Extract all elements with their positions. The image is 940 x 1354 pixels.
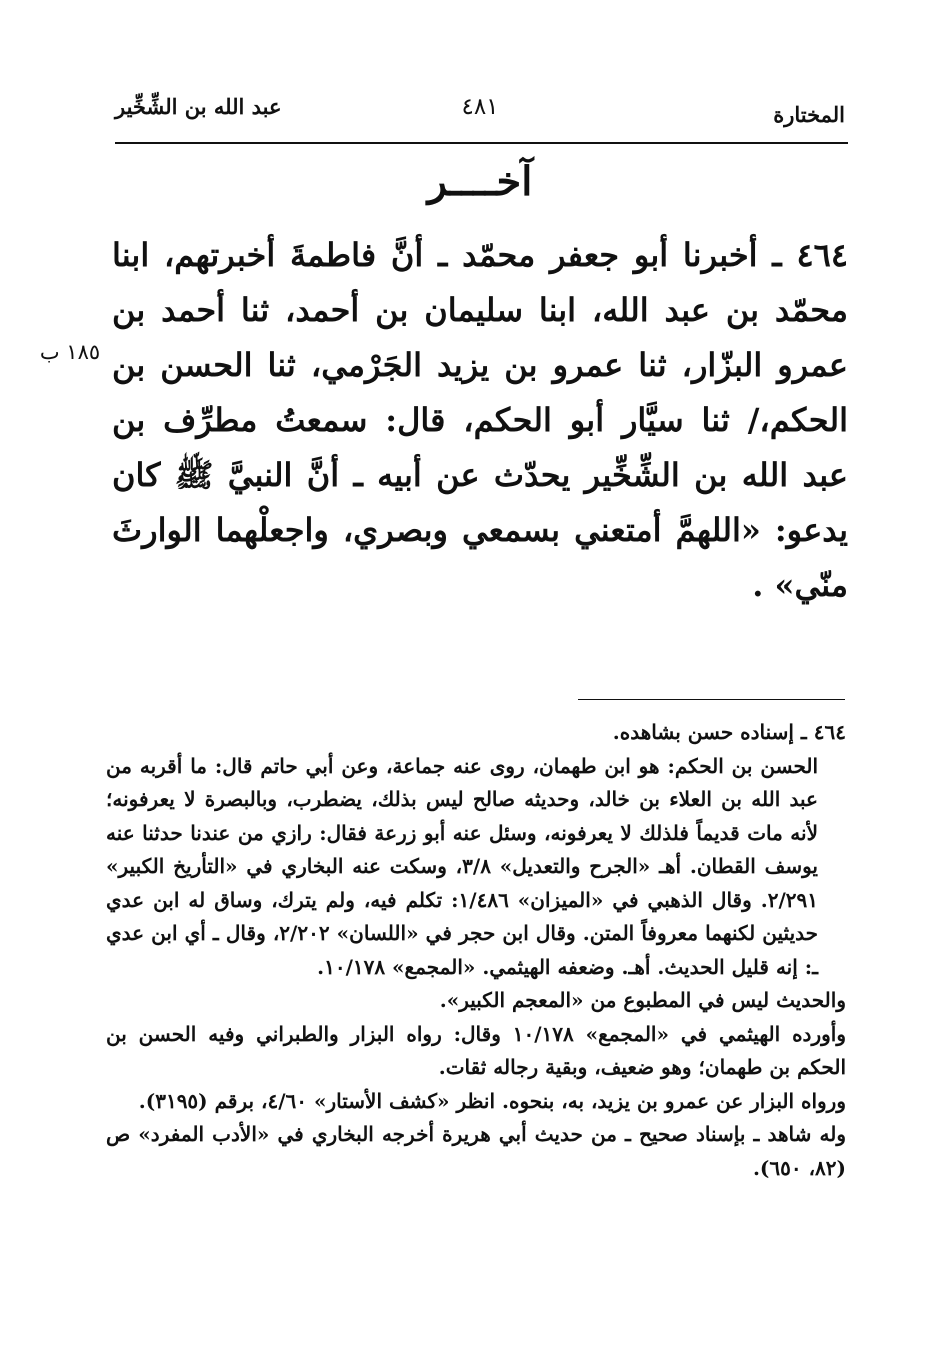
manuscript-folio-note: ١٨٥ ب: [39, 340, 101, 364]
footnote-paragraph: ورواه البزار عن عمرو بن يزيد، به، بنحوه. انظر «كشف الأستار» ٤/٦٠، برقم (٣١٩٥).: [138, 1088, 846, 1113]
hadith-text: ـ أخبرنا أبو جعفر محمّد ـ أنَّ فاطمةَ أخبرتهم، ابنا محمّد بن عبد الله، ابنا سليمان بن أحمد، ثنا أحمد بن عمرو البزّار، ثنا عمرو بن يزيد الجَرْمي، ثنا الحسن بن الحكم،/ ثنا سيَّار أبو الحكم، قال: سمعتُ مطرِّف بن عبد الله بن الشِّخِّير يحدّث عن أبيه ـ أنَّ النبيَّ ﷺ كان يدعو: «اللهمَّ أمتعني بسمعي وبصري، واجعلْهما الوارثَ منّي» .: [112, 236, 849, 604]
header-rule: [115, 142, 848, 144]
footnote-paragraph: وله شاهد ـ بإسناد صحيح ـ من حديث أبي هريرة أخرجه البخاري في «الأدب المفرد» ص (٨٢، ٦٥٠).: [106, 1122, 846, 1180]
running-header: [115, 92, 845, 136]
hadith-number: ٤٦٤: [796, 236, 849, 274]
chapter-heading: آخــــر: [427, 158, 533, 205]
book-title: المختارة: [773, 102, 845, 127]
footnote-paragraph: وأورده الهيثمي في «المجمع» ١٠/١٧٨ وقال: رواه البزار والطبراني وفيه الحسن بن الحكم بن طهمان؛ وهو ضعيف، وبقية رجاله ثقات.: [106, 1021, 846, 1079]
page-number: ٤٨١: [461, 94, 499, 120]
footnote-paragraph: والحديث ليس في المطبوع من «المعجم الكبير».: [439, 988, 846, 1012]
footnote-divider: [578, 699, 845, 700]
footnote-lead: ٤٦٤ ـ إسناده حسن بشاهده.: [612, 720, 846, 744]
footnotes: [106, 716, 846, 1185]
hadith-body: [112, 228, 848, 613]
footnote-paragraph: الحسن بن الحكم: هو ابن طهمان، روى عنه جماعة، وعن أبي حاتم قال: ما أقربه من عبد الله بن العلاء بن خالد، وحديثه صالح ليس بذلك، يضطرب، وبالبصرة لا يعرفونه؛ لأنه مات قديماً فلذلك لا يعرفونه، وسئل عنه أبو زرعة فقال: رازي من عندنا حدثنا عنه يوسف القطان. أهـ «الجرح والتعديل» ٣/٨، وسكت عنه البخاري في «التأريخ الكبير» ٢/٢٩١. وقال الذهبي في «الميزان» ١/٤٨٦: تكلم فيه، ولم يترك، وساق له ابن عدي حديثين لكنهما معروفاً المتن. وقال ابن حجر في «اللسان» ٢/٢٠٢، وقال ـ أي ابن عدي ـ: إنه قليل الحديث. أهـ. وضعفه الهيثمي. «المجمع» ١٠/١٧٨.: [106, 753, 818, 979]
section-title: عبد الله بن الشِّخِّير: [115, 94, 282, 119]
